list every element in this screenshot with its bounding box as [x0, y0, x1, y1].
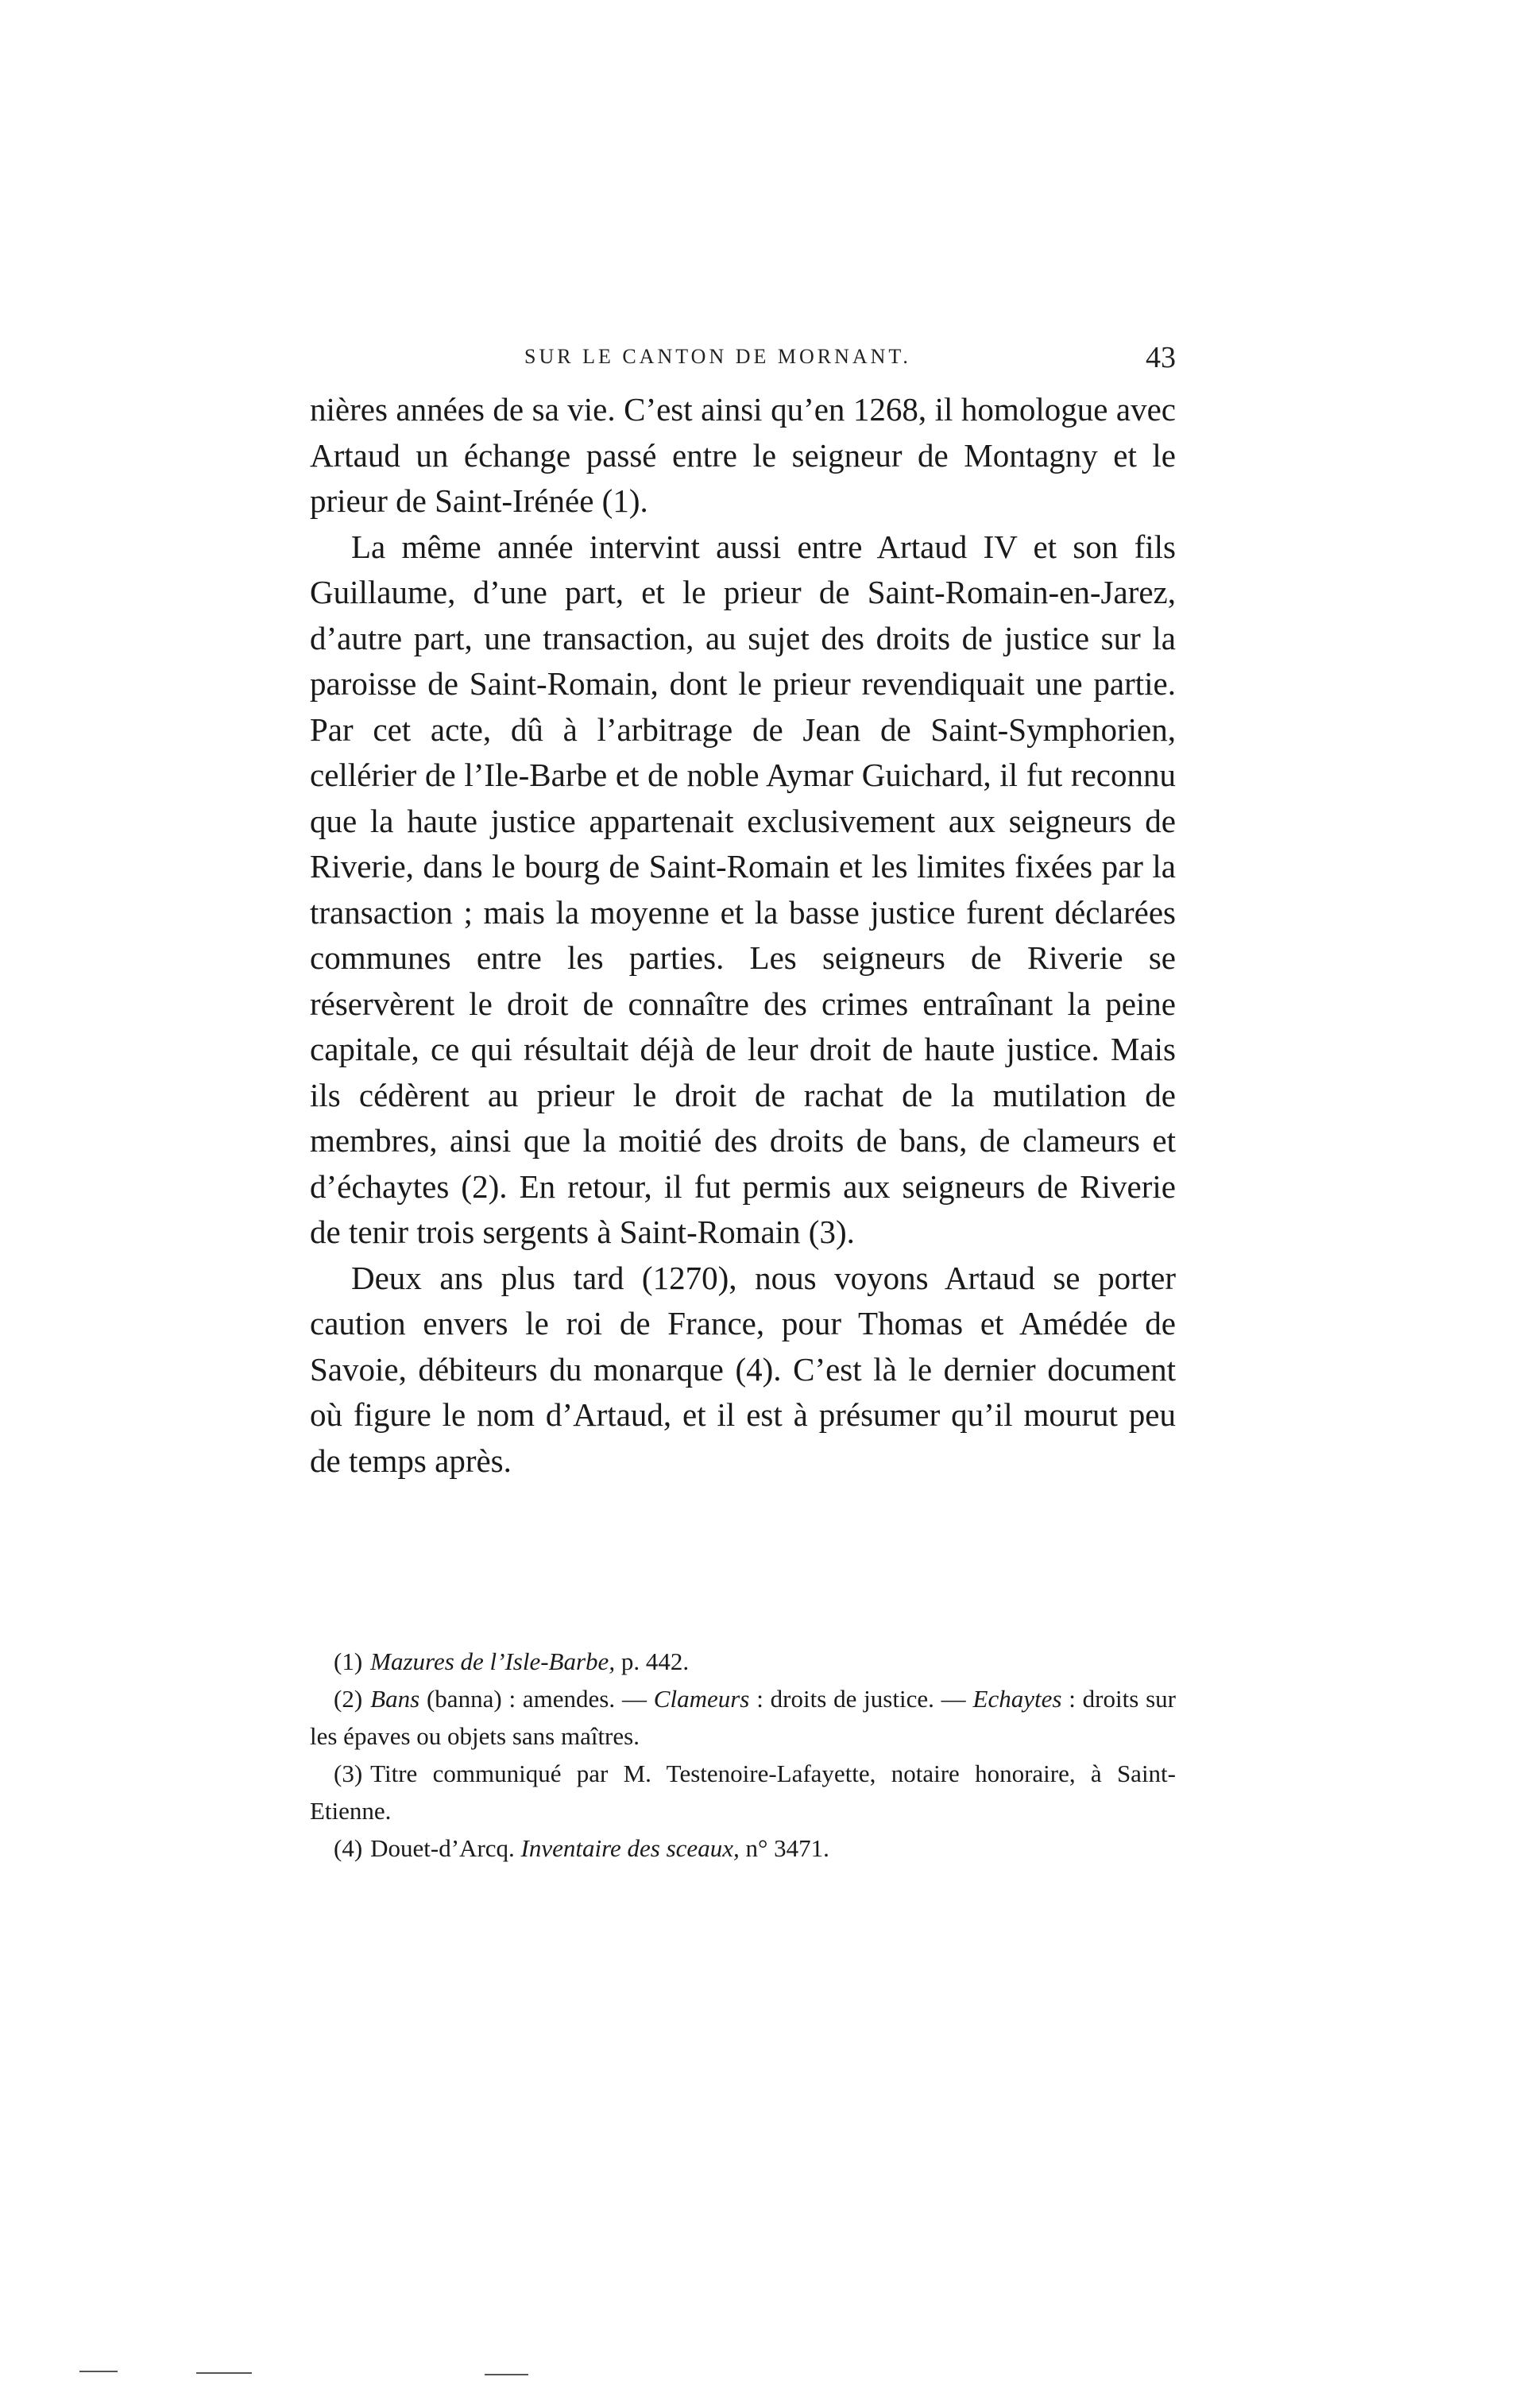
footnote-1 — [310, 1643, 1176, 1680]
footnote-text: : droits de justice. — — [749, 1685, 973, 1713]
paragraph-transaction: La même année intervint aussi entre Artaud IV et son fils Guillaume, d’une part, et le prieur de Saint-Romain-en-Jarez, d’autre part, une transaction, au sujet des droits de justice sur la paroisse de Saint-Romain, dont le prieur revendiquait une partie. Par cet acte, dû à l’arbitrage de Jean de Saint-Symphorien, cellérier de l’Ile-Barbe et de noble Aymar Guichard, il fut reconnu que la haute justice appartenait exclusivement aux seigneurs de Riverie, dans le bourg de Saint-Romain et les limites fixées par la transaction ; mais la moyenne et la basse justice furent déclarées communes entre les parties. Les seigneurs de Riverie se réservèrent le droit de connaître des crimes entraînant la peine capitale, ce qui résultait déjà de leur droit de haute justice. Mais ils cédèrent au prieur le droit de rachat de la mutilation de membres, ainsi que la moitié des droits de bans, de clameurs et d’échaytes (2). En retour, il fut permis aux seigneurs de Riverie de tenir trois sergents à Saint-Romain (3). — [310, 528, 1176, 1250]
footnote-text: : droits sur les épaves ou objets sans maîtres. — [310, 1685, 1177, 1750]
footnote-title: Mazures de l’Isle-Barbe, — [370, 1647, 616, 1675]
footnote-2 — [310, 1680, 1176, 1755]
scan-mark — [79, 2371, 118, 2372]
running-head — [310, 340, 1176, 380]
footnote-number: (1) — [334, 1647, 363, 1675]
scan-mark — [196, 2372, 252, 2374]
footnote-4 — [310, 1829, 1176, 1867]
footnote-text: n° 3471. — [739, 1834, 829, 1862]
footnote-3 — [310, 1755, 1176, 1829]
footnote-text: Douet-d’Arcq. — [370, 1834, 521, 1862]
footnote-number: (2) — [334, 1685, 363, 1713]
footnote-term-clameurs: Clameurs — [653, 1685, 750, 1713]
paragraph-continuation: nières années de sa vie. C’est ainsi qu’en 1268, il homologue avec Artaud un échange passé entre le seigneur de Montagny et le prieur de Saint-Irénée (1). — [310, 391, 1176, 519]
footnote-text: Titre communiqué par M. Testenoire-Lafayette, notaire honoraire, à Saint-Etienne. — [310, 1760, 1176, 1825]
footnote-number: (3) — [334, 1760, 363, 1787]
paragraph-caution: Deux ans plus tard (1270), nous voyons Artaud se porter caution envers le roi de France, pour Thomas et Amédée de Savoie, débiteurs du monarque (4). C’est là le dernier document où figure le nom d’Artaud, et il est à présumer qu’il mourut peu de temps après. — [310, 1259, 1176, 1479]
footnote-term-echaytes: Echaytes — [972, 1685, 1062, 1713]
body-text — [310, 387, 1176, 1484]
footnotes — [310, 1643, 1176, 1867]
running-title: SUR LE CANTON DE MORNANT. — [524, 345, 911, 368]
footnote-number: (4) — [334, 1834, 363, 1862]
footnote-term-bans: Bans — [370, 1685, 420, 1713]
page-number: 43 — [1146, 341, 1176, 374]
footnote-title: Inventaire des sceaux, — [520, 1834, 740, 1862]
scan-mark — [485, 2374, 528, 2375]
footnote-text: p. 442. — [615, 1647, 690, 1675]
footnote-text: (banna) : amendes. — — [419, 1685, 654, 1713]
